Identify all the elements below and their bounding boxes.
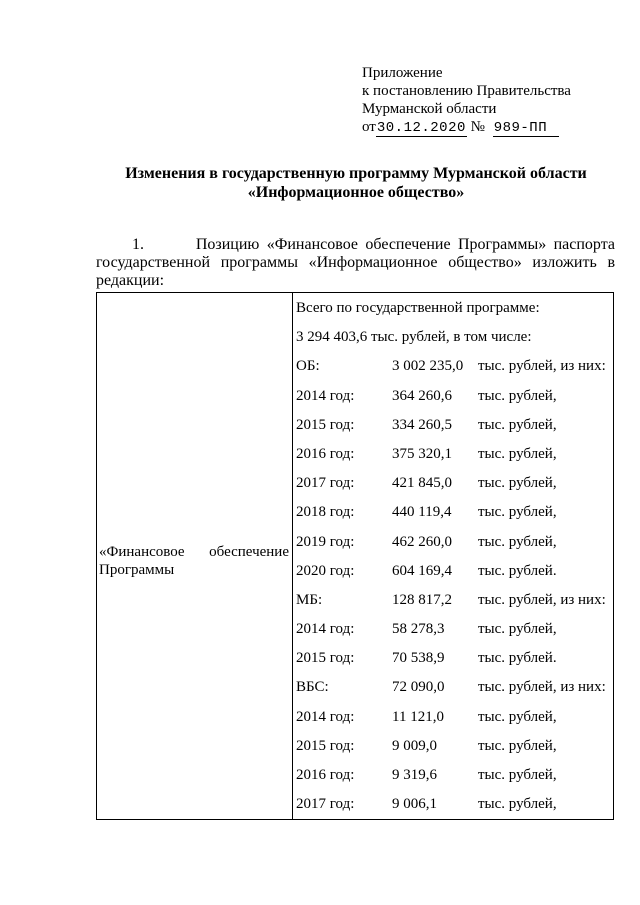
row-value: 3 002 235,0 [392,358,464,375]
table-row [296,766,612,795]
table-row [296,357,612,386]
row-label: 2015 год: [296,416,355,433]
row-unit: тыс. рублей, [478,416,557,433]
row-value: 364 260,6 [392,387,452,404]
row-label: ВБС: [296,679,329,696]
row-label: 2015 год: [296,737,355,754]
table-row [296,445,612,474]
row-unit: тыс. рублей, [478,504,557,521]
row-value: 421 845,0 [392,475,452,492]
row-value: 72 090,0 [392,679,445,696]
row-label: 2017 год: [296,475,355,492]
row-unit: тыс. рублей. [478,562,557,579]
row-label: 2014 год: [296,387,355,404]
left-cell-line-2: Программы [99,562,175,578]
table-row [296,737,612,766]
table-right-cell [296,299,612,824]
row-unit: тыс. рублей, из них: [478,358,606,375]
row-unit: тыс. рублей. [478,650,557,667]
financing-rows [296,357,612,824]
appendix-line-3: Мурманской области [362,101,497,117]
right-header-1 [296,299,612,328]
table-row [296,533,612,562]
row-unit: тыс. рублей, [478,621,557,638]
row-label: 2017 год: [296,796,355,813]
financing-table [96,292,614,820]
row-value: 9 006,1 [392,796,437,813]
table-row [296,562,612,591]
paragraph-line-1 [96,236,615,254]
row-value: 462 260,0 [392,533,452,550]
row-unit: тыс. рублей, [478,767,557,783]
paragraph-line-3: редакции: [96,272,165,289]
column-divider [292,293,293,819]
row-unit: тыс. рублей, из них: [478,679,606,696]
appendix-from: от [362,119,376,135]
left-cell-word-2: обеспечение [209,544,289,560]
total-amount: 3 294 403,6 тыс. рублей, в том числе: [296,329,532,346]
table-row [296,678,612,707]
row-unit: тыс. рублей, [478,737,557,754]
row-value: 604 169,4 [392,562,452,579]
row-label: 2014 год: [296,621,355,638]
row-label: 2016 год: [296,445,355,462]
table-row [296,387,612,416]
table-row [296,416,612,445]
paragraph-number: 1. [132,236,144,253]
row-label: 2019 год: [296,533,355,550]
row-label: 2014 год: [296,708,355,725]
appendix-line-1: Приложение [362,65,443,81]
appendix-date-line [362,118,571,137]
total-heading: Всего по государственной программе: [296,300,540,316]
number-sign: № [470,119,485,135]
row-unit: тыс. рублей, [478,708,557,725]
paragraph-line-2: государственной программы «Информационное общество» изложить в [96,254,615,271]
table-row [296,708,612,737]
row-unit: тыс. рублей, [478,533,557,550]
paragraph-line-1-text: Позицию «Финансовое обеспечение Программы» паспорта [195,236,616,253]
paragraph-1 [96,236,615,290]
right-header-2 [296,328,612,357]
row-label: МБ: [296,591,323,608]
table-left-cell [99,543,289,579]
resolution-number: 989-ПП [493,121,559,137]
row-value: 58 278,3 [392,621,445,638]
row-label: 2016 год: [296,767,355,783]
left-cell-line-1 [99,543,289,561]
table-row [296,795,612,824]
table-row [296,649,612,678]
row-unit: тыс. рублей, [478,475,557,492]
row-value: 11 121,0 [392,708,444,725]
table-row [296,503,612,532]
row-label: 2015 год: [296,650,355,667]
resolution-date: 30.12.2020 [376,120,466,136]
row-unit: тыс. рублей, из них: [478,591,606,608]
row-unit: тыс. рублей, [478,387,557,404]
document-title [96,164,616,202]
row-unit: тыс. рублей, [478,796,557,813]
row-label: ОБ: [296,358,320,375]
appendix-line-2: к постановлению Правительства [362,83,571,99]
left-cell-word-1: «Финансовое [99,544,185,560]
row-value: 70 538,9 [392,650,445,667]
title-line-2: «Информационное общество» [247,184,465,201]
table-row [296,474,612,503]
appendix-block [362,64,571,137]
title-line-1: Изменения в государственную программу Мурманской области [125,165,587,182]
row-value: 334 260,5 [392,416,452,433]
row-label: 2018 год: [296,504,355,521]
row-value: 440 119,4 [392,504,452,521]
row-value: 9 009,0 [392,737,437,754]
row-value: 375 320,1 [392,445,452,462]
row-value: 9 319,6 [392,767,437,783]
table-row [296,591,612,620]
row-label: 2020 год: [296,562,355,579]
row-unit: тыс. рублей, [478,445,557,462]
table-row [296,620,612,649]
row-value: 128 817,2 [392,591,452,608]
